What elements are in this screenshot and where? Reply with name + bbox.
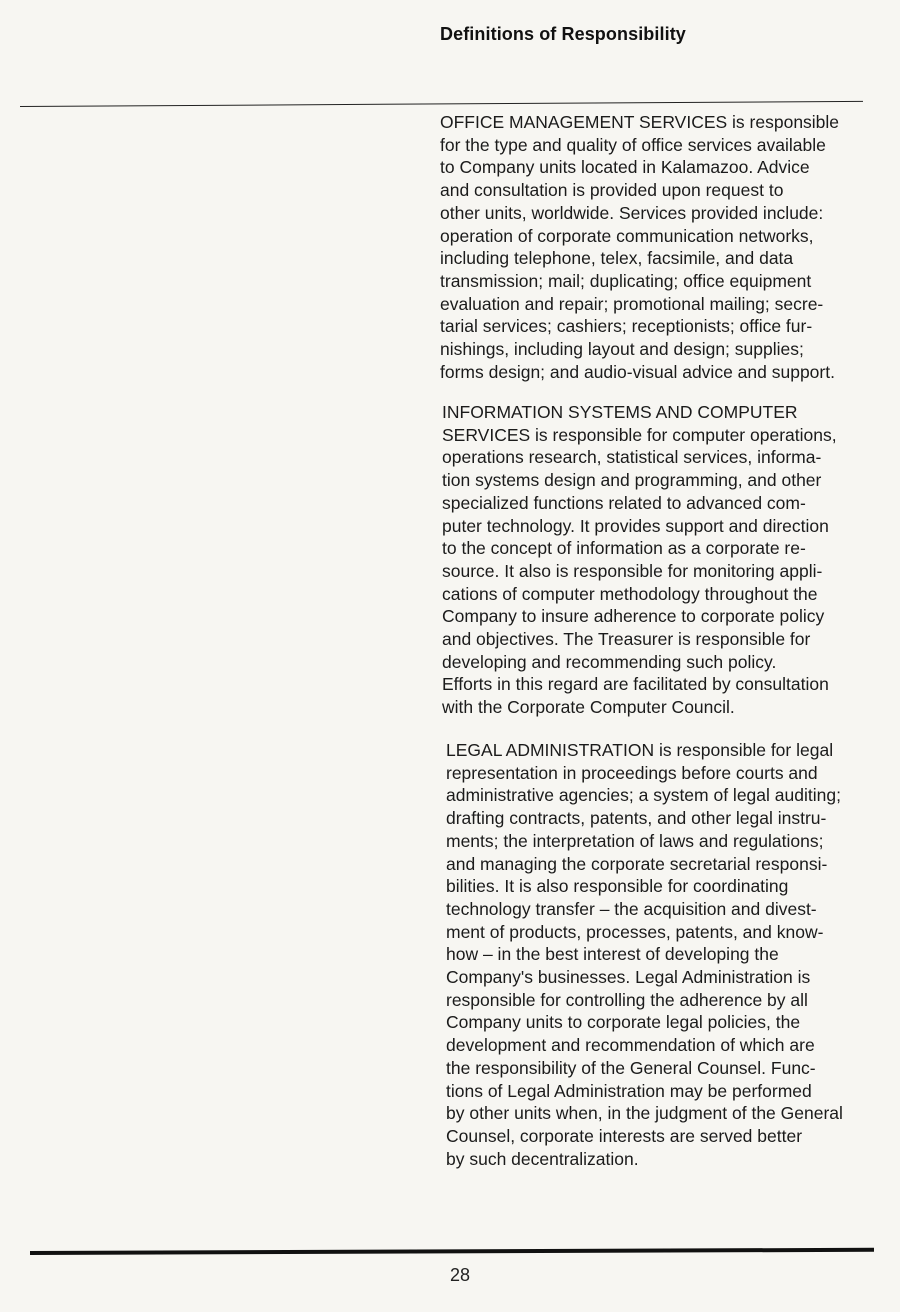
text-line: development and recommendation of which are <box>446 1035 815 1056</box>
text-line: to Company units located in Kalamazoo. Advice <box>440 157 810 178</box>
text-line: ment of products, processes, patents, and know- <box>446 921 824 942</box>
text-line: LEGAL ADMINISTRATION is responsible for legal <box>446 740 834 760</box>
text-line: SERVICES is responsible for computer operations, <box>442 424 837 445</box>
text-line: ments; the interpretation of laws and regulations; <box>446 830 824 851</box>
text-line: the responsibility of the General Counsel. Func- <box>446 1057 816 1078</box>
text-line: by other units when, in the judgment of the General <box>446 1103 843 1124</box>
text-line: Company units to corporate legal policies, the <box>446 1012 801 1033</box>
text-line: puter technology. It provides support and direction <box>442 515 829 536</box>
section-information-systems <box>442 401 837 719</box>
section-legal-administration <box>446 739 843 1170</box>
text-line: cations of computer methodology throughout the <box>442 583 818 604</box>
text-line: to the concept of information as a corporate re- <box>442 538 806 559</box>
text-line: for the type and quality of office services available <box>440 134 826 155</box>
bottom-divider <box>30 1248 874 1255</box>
text-line: transmission; mail; duplicating; office equipment <box>440 270 812 291</box>
section-office-management-services <box>440 111 839 383</box>
text-line: and consultation is provided upon request to <box>440 180 784 201</box>
top-divider <box>20 101 863 107</box>
text-line: and objectives. The Treasurer is responsible for <box>442 629 811 650</box>
text-line: specialized functions related to advanced com- <box>442 492 806 513</box>
text-line: with the Corporate Computer Council. <box>442 697 735 718</box>
text-line: representation in proceedings before courts and <box>446 762 818 783</box>
text-line: drafting contracts, patents, and other legal instru- <box>446 808 827 829</box>
text-line: OFFICE MANAGEMENT SERVICES is responsible <box>440 112 840 132</box>
text-line: Company to insure adherence to corporate policy <box>442 606 825 627</box>
text-line: evaluation and repair; promotional mailing; secre- <box>440 293 824 314</box>
text-line: responsible for controlling the adherence by all <box>446 989 808 1010</box>
text-line: operation of corporate communication networks, <box>440 225 814 246</box>
text-line: source. It also is responsible for monitoring appli- <box>442 560 823 581</box>
text-line: forms design; and audio-visual advice and support. <box>440 361 835 382</box>
text-line: Efforts in this regard are facilitated by consultation <box>442 674 829 695</box>
text-line: Company's businesses. Legal Administration is <box>446 967 811 988</box>
text-line: and managing the corporate secretarial responsi- <box>446 853 828 874</box>
text-line: other units, worldwide. Services provided include: <box>440 202 824 223</box>
text-line: Counsel, corporate interests are served better <box>446 1125 803 1146</box>
text-line: technology transfer – the acquisition and divest- <box>446 898 817 919</box>
text-line: tion systems design and programming, and other <box>442 470 822 491</box>
text-line: by such decentralization. <box>446 1148 639 1169</box>
text-line: nishings, including layout and design; supplies; <box>440 339 804 360</box>
text-line: how – in the best interest of developing the <box>446 944 779 965</box>
page-header: Definitions of Responsibility <box>440 24 686 44</box>
text-line: administrative agencies; a system of legal auditing; <box>446 785 841 806</box>
text-line: operations research, statistical services, informa- <box>442 447 822 468</box>
text-line: tions of Legal Administration may be performed <box>446 1080 812 1101</box>
text-line: INFORMATION SYSTEMS AND COMPUTER <box>442 402 798 422</box>
text-line: including telephone, telex, facsimile, and data <box>440 248 794 269</box>
text-line: tarial services; cashiers; receptionists; office fur- <box>440 316 813 337</box>
text-line: developing and recommending such policy. <box>442 651 777 672</box>
page-number: 28 <box>450 1265 471 1285</box>
text-line: bilities. It is also responsible for coordinating <box>446 876 789 897</box>
